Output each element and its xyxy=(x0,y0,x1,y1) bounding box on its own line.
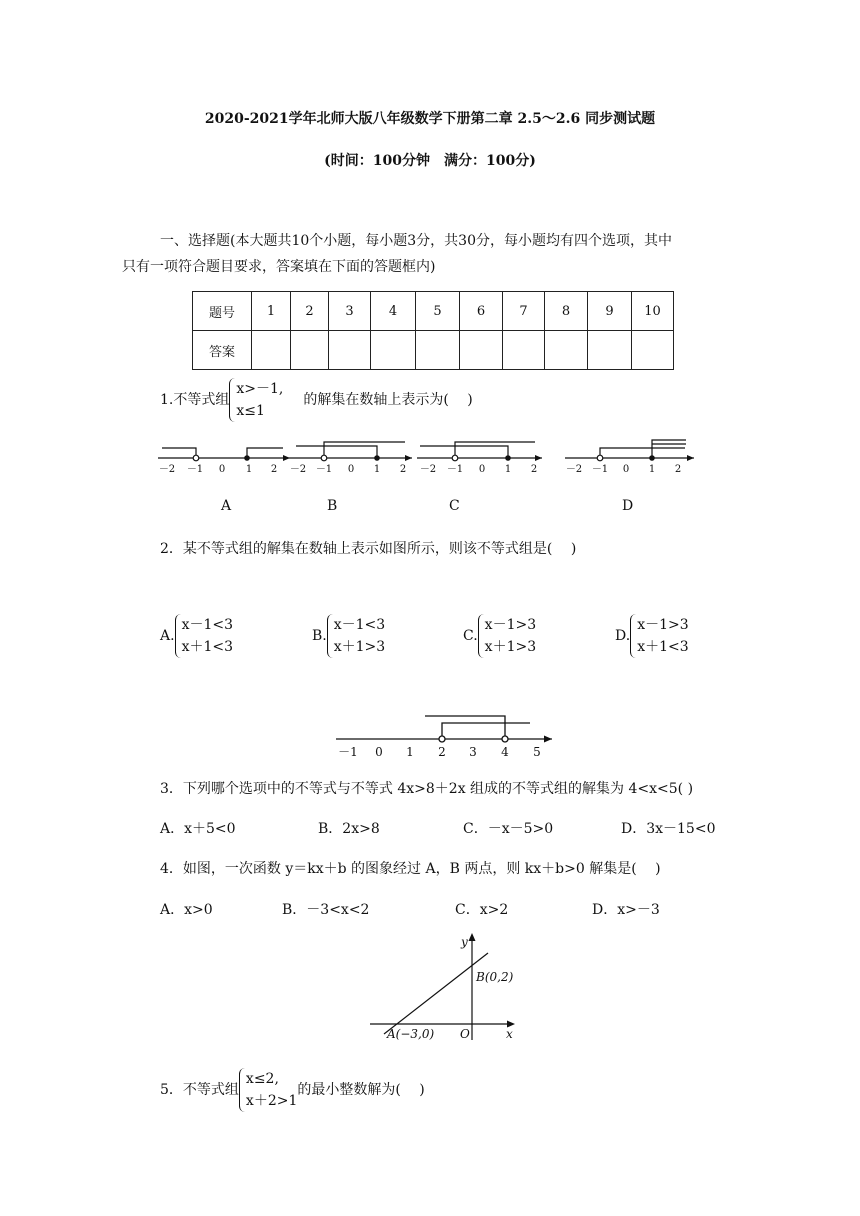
open-point xyxy=(439,736,445,742)
q2-option-c-line1: x－1>3 xyxy=(484,617,537,633)
open-point xyxy=(193,455,199,461)
tick-label: －2 xyxy=(158,464,176,475)
q1-ineq2: x≤1 xyxy=(236,403,265,419)
tick-label: 3 xyxy=(469,745,477,759)
y-axis-label: y xyxy=(461,935,468,949)
tick-label: 1 xyxy=(373,464,381,475)
q5-suffix: 的最小整数解为( ) xyxy=(297,1082,425,1098)
section-heading-line2: 只有一项符合题目要求，答案填在下面的答题框内) xyxy=(122,259,436,275)
closed-point xyxy=(505,455,511,461)
open-point xyxy=(597,455,603,461)
closed-point xyxy=(649,455,655,461)
q1-prefix: 不等式组 xyxy=(173,392,230,408)
q2-option-a-line2: x＋1<3 xyxy=(181,639,234,655)
closed-point xyxy=(374,455,380,461)
tick-label: 0 xyxy=(478,464,486,475)
answer-cell[interactable] xyxy=(460,331,503,370)
open-point xyxy=(502,736,508,742)
table-cell-number: 8 xyxy=(545,292,588,331)
table-cell-number: 9 xyxy=(588,292,632,331)
tick-label: －2 xyxy=(289,464,307,475)
section-heading-line1: 一、选择题(本大题共10个小题，每小题3分，共30分，每小题均有四个选项，其中 xyxy=(160,233,672,249)
ray-right xyxy=(442,723,530,739)
answer-table xyxy=(192,291,674,370)
table-cell-number: 10 xyxy=(632,292,674,331)
q2-option-d-line2: x＋1<3 xyxy=(637,639,689,655)
page-subtitle: (时间：100分钟 满分：100分) xyxy=(324,153,536,169)
tick-label: －2 xyxy=(419,464,437,475)
q1-number: 1. xyxy=(160,392,174,408)
q2-option-c xyxy=(463,614,536,658)
q2-option-d xyxy=(615,614,689,658)
closed-point xyxy=(244,455,250,461)
q3-option-d: D．3x－15<0 xyxy=(621,821,716,837)
tick-label: 0 xyxy=(347,464,355,475)
q2-number-line xyxy=(330,706,560,761)
q2-option-d-brace xyxy=(630,614,688,658)
q2-option-a-label: A. xyxy=(160,628,175,644)
q2-option-d-label: D. xyxy=(615,628,631,644)
tick-label: 1 xyxy=(406,745,414,759)
question-5 xyxy=(160,1068,425,1112)
open-point xyxy=(321,455,327,461)
open-point xyxy=(452,455,458,461)
q2-option-b-label: B. xyxy=(312,628,327,644)
table-cell-number: 2 xyxy=(291,292,329,331)
tick-label: 1 xyxy=(648,464,656,475)
table-cell-number: 5 xyxy=(416,292,460,331)
answer-cell[interactable] xyxy=(371,331,416,370)
origin-label: O xyxy=(460,1027,470,1041)
q5-brace xyxy=(239,1068,297,1112)
answer-table-number-row xyxy=(193,292,674,331)
tick-label: 2 xyxy=(530,464,538,475)
q4-option-a: A．x>0 xyxy=(160,902,213,918)
question-3: 3．下列哪个选项中的不等式与不等式 4x>8＋2x 组成的不等式组的解集为 4<x<5( ) xyxy=(160,781,694,797)
answer-table-answer-row xyxy=(193,331,674,370)
answer-cell[interactable] xyxy=(503,331,545,370)
table-header-number: 题号 xyxy=(193,292,252,331)
point-b-label: B(0,2) xyxy=(476,970,514,984)
q1-brace xyxy=(229,378,283,422)
q2-option-b-brace xyxy=(327,614,385,658)
answer-cell[interactable] xyxy=(588,331,632,370)
q3-option-a: A．x＋5<0 xyxy=(160,821,236,837)
q4-option-b: B．－3<x<2 xyxy=(282,902,370,918)
tick-label: 2 xyxy=(399,464,407,475)
ray-left xyxy=(425,716,505,739)
tick-label: －1 xyxy=(338,745,358,759)
tick-label: 2 xyxy=(270,464,278,475)
q2-option-b-line2: x＋1>3 xyxy=(333,639,386,655)
tick-label: 5 xyxy=(533,745,541,759)
ray-c-right xyxy=(455,442,535,458)
page-title: 2020-2021学年北师大版八年级数学下册第二章 2.5～2.6 同步测试题 xyxy=(204,111,656,127)
tick-label: －1 xyxy=(446,464,464,475)
point-a-label: A(−3,0) xyxy=(387,1027,435,1041)
q2-option-d-line1: x－1>3 xyxy=(637,617,689,633)
tick-label: －1 xyxy=(591,464,609,475)
ray-b-left xyxy=(296,446,377,458)
tick-label: 0 xyxy=(375,745,383,759)
tick-label: 1 xyxy=(245,464,253,475)
q5-ineq1: x≤2, xyxy=(245,1071,279,1087)
q2-option-b-line1: x－1<3 xyxy=(333,617,386,633)
answer-cell[interactable] xyxy=(632,331,674,370)
q4-option-c: C．x>2 xyxy=(455,902,509,918)
table-cell-number: 3 xyxy=(329,292,371,331)
x-axis-label: x xyxy=(506,1027,513,1041)
question-1 xyxy=(160,378,473,422)
q1-ineq1: x>－1, xyxy=(236,381,284,397)
answer-cell[interactable] xyxy=(329,331,371,370)
q1-label-b: B xyxy=(327,498,338,514)
q1-label-a: A xyxy=(221,498,232,514)
q2-option-c-brace xyxy=(478,614,536,658)
q5-prefix: 5．不等式组 xyxy=(160,1082,239,1098)
q2-option-a xyxy=(160,614,233,658)
q1-label-d: D xyxy=(622,498,634,514)
table-cell-number: 4 xyxy=(371,292,416,331)
q1-suffix: 的解集在数轴上表示为( ) xyxy=(303,392,473,408)
answer-cell[interactable] xyxy=(545,331,588,370)
tick-label: －1 xyxy=(186,464,204,475)
question-4: 4．如图，一次函数 y＝kx＋b 的图象经过 A，B 两点，则 kx＋b>0 解集是( ) xyxy=(160,861,661,877)
q2-option-b xyxy=(312,614,385,658)
tick-label: 2 xyxy=(438,745,446,759)
q1-label-c: C xyxy=(449,498,460,514)
ray-d-right2 xyxy=(652,440,686,458)
ray-b-right xyxy=(324,442,405,458)
ray-a-left xyxy=(162,448,196,458)
q4-function-graph xyxy=(360,928,530,1046)
q3-option-c: C．－x－5>0 xyxy=(463,821,554,837)
ray-d-right xyxy=(600,448,685,458)
table-cell-number: 6 xyxy=(460,292,503,331)
ray-a-right xyxy=(247,448,283,458)
tick-label: －2 xyxy=(565,464,583,475)
q3-option-b: B．2x>8 xyxy=(318,821,380,837)
question-2: 2．某不等式组的解集在数轴上表示如图所示，则该不等式组是( ) xyxy=(160,541,577,557)
q2-option-c-label: C. xyxy=(463,628,478,644)
table-header-answer: 答案 xyxy=(193,331,252,370)
q2-option-a-brace xyxy=(175,614,233,658)
q2-option-a-line1: x－1<3 xyxy=(181,617,234,633)
ray-c-left xyxy=(420,446,508,458)
tick-label: －1 xyxy=(315,464,333,475)
q5-ineq2: x＋2>1 xyxy=(245,1093,298,1109)
table-cell-number: 1 xyxy=(252,292,291,331)
tick-label: 0 xyxy=(622,464,630,475)
table-cell-number: 7 xyxy=(503,292,545,331)
q2-option-c-line2: x＋1>3 xyxy=(484,639,537,655)
q1-number-lines xyxy=(150,430,710,480)
tick-label: 0 xyxy=(218,464,226,475)
q4-option-d: D．x>－3 xyxy=(592,902,660,918)
answer-cell[interactable] xyxy=(252,331,291,370)
tick-label: 1 xyxy=(504,464,512,475)
answer-cell[interactable] xyxy=(416,331,460,370)
tick-label: 4 xyxy=(501,745,509,759)
answer-cell[interactable] xyxy=(291,331,329,370)
tick-label: 2 xyxy=(674,464,682,475)
